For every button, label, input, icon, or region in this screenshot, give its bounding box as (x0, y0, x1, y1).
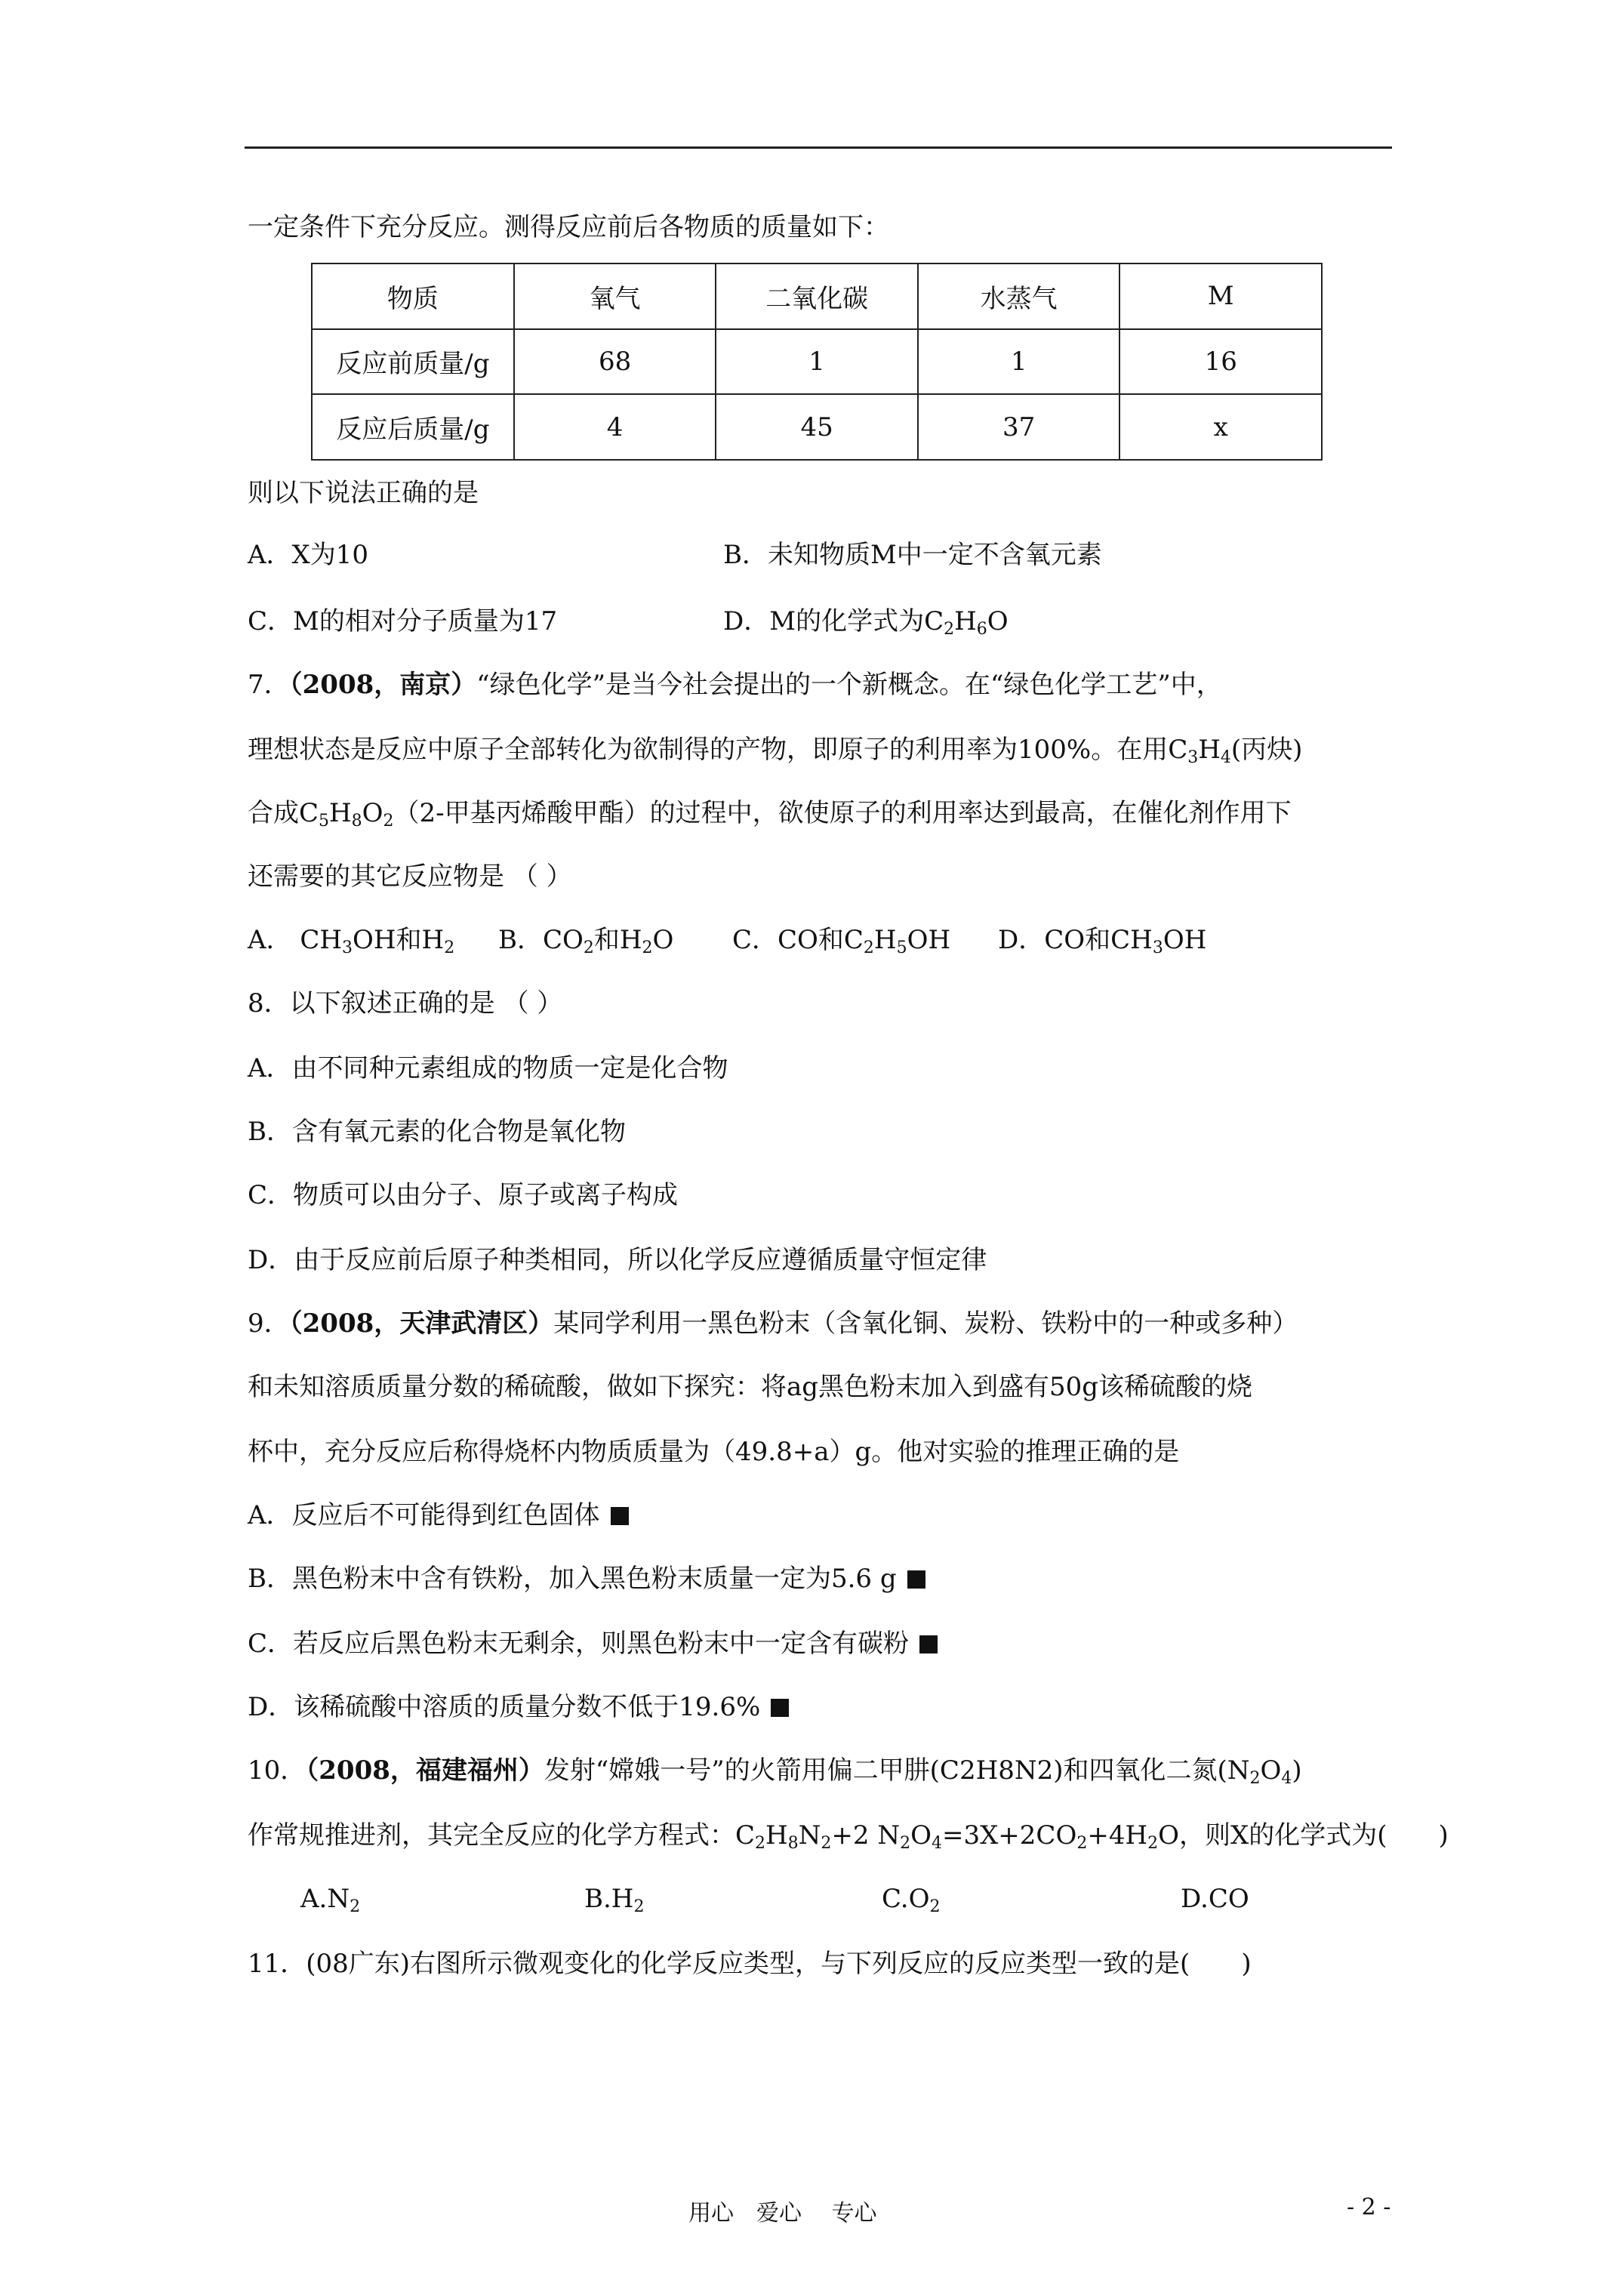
intro-line: 一定条件下充分反应。测得反应前后各物质的质量如下： (248, 212, 889, 242)
q10-line-2: 作常规推进剂，其完全反应的化学方程式：$C_2H_8N_2+2$ $N_2O_4=3X+2CO_2+4H_2O$，则X的化学式为( ) (248, 1820, 1449, 1853)
table-cell: 反应前质量/g (312, 329, 514, 395)
table-cell: 4 (514, 394, 716, 460)
q8-stem: 8．以下叙述正确的是 （ ） (248, 988, 563, 1019)
page-number: - 2 - (1347, 2194, 1391, 2220)
table-cell: x (1119, 394, 1322, 460)
q9-option-d: D．该稀硫酸中溶质的质量分数不低于19.6% (248, 1690, 789, 1724)
q9-source: （2008，天津武清区） (289, 1308, 554, 1339)
table-cell: 37 (918, 394, 1120, 460)
q8-option-c: C．物质可以由分子、原子或离子构成 (248, 1180, 679, 1210)
q10-line-1: 10．（2008，福建福州）发射“嫦娥一号”的火箭用偏二甲肼(C2H8N2)和四氧化二氮$(N_2O_4)$ (248, 1755, 1302, 1788)
q9-line-2: 和未知溶质质量分数的稀硫酸，做如下探究：将ag黑色粉末加入到盛有50g该稀硫酸的烧 (248, 1372, 1253, 1402)
q7-line-4: 还需要的其它反应物是 （ ） (248, 861, 572, 892)
square-mark-icon (771, 1699, 789, 1717)
q9-option-c: C．若反应后黑色粉末无剩余，则黑色粉末中一定含有碳粉 (248, 1626, 938, 1661)
q7-line-1: 7．（2008，南京）“绿色化学”是当今社会提出的一个新概念。在“绿色化学工艺”中， (248, 670, 1222, 700)
header-rule (245, 146, 1392, 149)
table-cell: 反应后质量/g (312, 394, 514, 460)
q8-option-b: B．含有氧元素的化合物是氧化物 (248, 1117, 626, 1147)
q6-option-b: B．未知物质M中一定不含氧元素 (723, 540, 1102, 570)
q10-option-b: $B.H_2$ (584, 1884, 645, 1916)
q7-source: （2008，南京） (289, 670, 477, 700)
table-row (312, 329, 1322, 395)
q10-option-c: $C.O_2$ (882, 1884, 941, 1916)
q7-option-a: A． $CH_3OH$和$H_2$ (248, 925, 455, 957)
mass-table (311, 263, 1323, 461)
table-cell: 16 (1119, 329, 1322, 395)
q10-option-a: $A.N_2$ (300, 1884, 361, 1916)
square-mark-icon (611, 1507, 629, 1525)
q6-option-d: D．M的化学式为$C_2H_6O$ (723, 606, 1009, 639)
q9-option-b: B．黑色粉末中含有铁粉，加入黑色粉末质量一定为5.6 g (248, 1561, 925, 1596)
q7-option-c: C．CO和$C_2H_5OH$ (732, 925, 951, 957)
table-cell: 物质 (312, 264, 514, 329)
q9-line-3: 杯中，充分反应后称得烧杯内物质质量为（49.8+a）g。他对实验的推理正确的是 (248, 1437, 1180, 1467)
table-cell: M (1119, 264, 1322, 329)
q9-option-a: A．反应后不可能得到红色固体 (248, 1498, 629, 1533)
q7-line-2: 理想状态是反应中原子全部转化为欲制得的产物，即原子的利用率为100%。在用$C_3H_4$(丙炔) (248, 735, 1303, 767)
table-cell: 45 (716, 394, 918, 460)
table-row (312, 394, 1322, 460)
table-cell: 1 (918, 329, 1120, 395)
q6-option-c: C．M的相对分子质量为17 (248, 606, 558, 636)
q7-option-d: D．CO和$CH_3OH$ (998, 925, 1207, 957)
q6-stem: 则以下说法正确的是 (248, 478, 479, 508)
q7-line-3: 合成$C_5H_8O_2(2-$甲基丙烯酸甲酯）的过程中，欲使原子的利用率达到最高，在催化剂作用下 (248, 798, 1292, 831)
table-cell: 水蒸气 (918, 264, 1120, 329)
q8-option-a: A．由不同种元素组成的物质一定是化合物 (248, 1053, 728, 1083)
square-mark-icon (907, 1570, 925, 1589)
q10-source: （2008，福建福州） (306, 1755, 544, 1786)
q8-option-d: D．由于反应前后原子种类相同，所以化学反应遵循质量守恒定律 (248, 1245, 987, 1275)
footer-motto: 用心 爱心 专心 (688, 2200, 877, 2227)
square-mark-icon (919, 1635, 938, 1653)
table-header-row (312, 264, 1322, 329)
q11-line: 11．(08广东)右图所示微观变化的化学反应类型，与下列反应的反应类型一致的是( ) (248, 1949, 1252, 1979)
table-cell: 二氧化碳 (716, 264, 918, 329)
table-cell: 氧气 (514, 264, 716, 329)
q10-option-d: D.CO (1181, 1884, 1249, 1914)
q6-option-a: A．X为10 (248, 540, 369, 570)
table-cell: 1 (716, 329, 918, 395)
q9-line-1: 9．（2008，天津武清区）某同学利用一黑色粉末（含氧化铜、炭粉、铁粉中的一种或多种） (248, 1308, 1298, 1339)
q7-option-b: B．$CO_2$和$H_2O$ (498, 925, 674, 957)
table-cell: 68 (514, 329, 716, 395)
